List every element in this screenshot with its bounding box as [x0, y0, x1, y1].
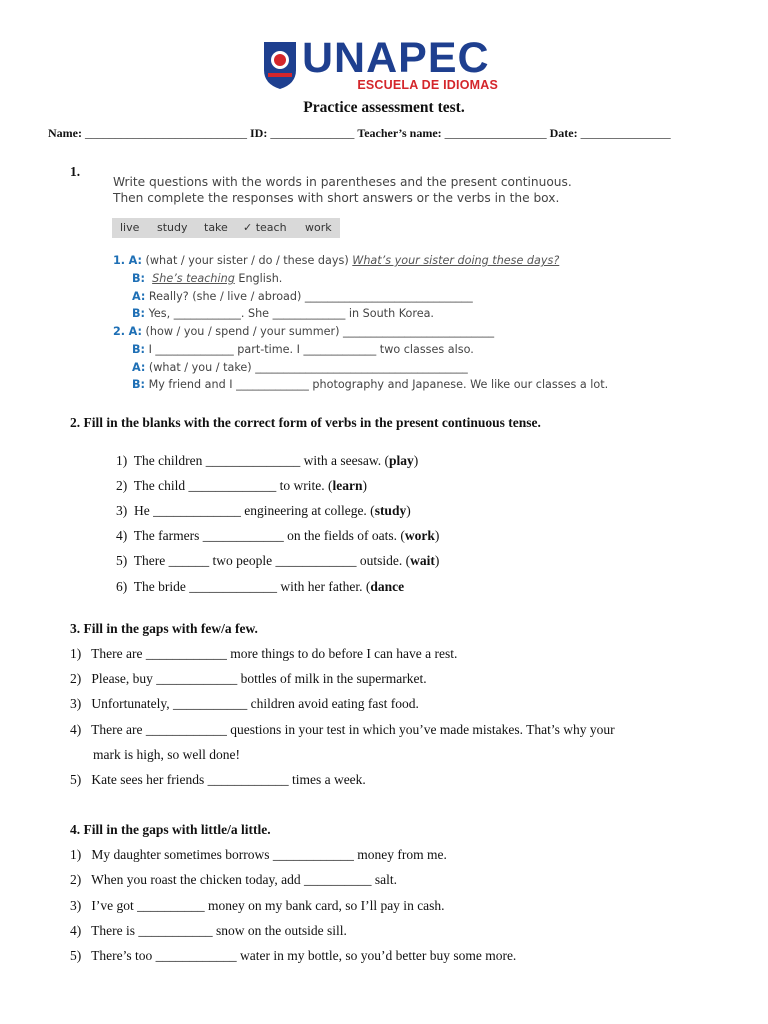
line-text: (how / you / spend / your summer) ___________________________	[145, 325, 495, 338]
item-text: )	[362, 478, 367, 493]
instruction-line: Then complete the responses with short answers or the verbs in the box.	[113, 191, 560, 205]
item-number: 3)	[70, 898, 82, 913]
section2-heading	[70, 415, 541, 431]
date-label: Date:	[549, 126, 578, 140]
item-text: Kate sees her friends ____________ times a week.	[91, 772, 366, 787]
item-number: 2)	[70, 671, 82, 686]
teacher-label: Teacher’s name:	[357, 126, 442, 140]
list-item	[70, 898, 445, 914]
speaker-label: A:	[132, 290, 146, 303]
item-number: 1)	[116, 453, 128, 468]
date-blank: _______________	[580, 126, 671, 140]
section3-heading	[70, 621, 258, 637]
exercise-line	[132, 272, 282, 285]
exercise-line	[132, 361, 468, 374]
item-text: There are ____________ questions in your test in which you’ve made mistakes. That’s why your	[91, 722, 615, 737]
heading-text: 4. Fill in the gaps with little/a little.	[70, 822, 271, 837]
exercise-line	[113, 325, 494, 338]
item-text: He _____________ engineering at college. (	[134, 503, 375, 518]
student-info-line	[48, 126, 671, 141]
verb-hint: play	[388, 453, 414, 468]
list-item	[70, 923, 347, 939]
page-title: Practice assessment test.	[303, 99, 465, 116]
item-text: I’ve got __________ money on my bank card, so I’ll pay in cash.	[91, 898, 445, 913]
verb-hint: work	[404, 528, 435, 543]
section1-instructions	[113, 174, 572, 206]
list-item	[70, 646, 457, 662]
item-text: Unfortunately, ___________ children avoid eating fast food.	[91, 696, 419, 711]
line-text: I ______________ part-time. I _____________ two classes also.	[148, 343, 474, 356]
exercise-line	[113, 254, 559, 267]
teacher-blank: _________________	[444, 126, 547, 140]
item-text: The children ______________ with a seesaw. (	[133, 453, 389, 468]
speaker-label: A:	[132, 361, 146, 374]
list-item	[70, 671, 427, 687]
heading-text: 3. Fill in the gaps with few/a few.	[70, 621, 258, 636]
item-number: 3)	[116, 503, 128, 518]
section4-heading	[70, 822, 271, 838]
item-text: When you roast the chicken today, add __________ salt.	[91, 872, 397, 887]
item-text: Please, buy ____________ bottles of milk in the supermarket.	[91, 671, 427, 686]
item-number: 4)	[70, 923, 82, 938]
list-item	[70, 722, 615, 738]
id-label: ID:	[249, 126, 268, 140]
item-number: 6)	[116, 579, 128, 594]
unapec-logo	[262, 34, 498, 96]
item-text: mark is high, so well done!	[93, 747, 240, 762]
word-box-item: live	[120, 221, 140, 234]
name-blank: ___________________________	[84, 126, 247, 140]
word-box	[112, 218, 340, 238]
item-number: 2.	[113, 325, 126, 338]
shield-icon	[262, 40, 298, 90]
exercise-line	[132, 378, 608, 391]
item-text: My daughter sometimes borrows ____________ money from me.	[91, 847, 447, 862]
line-text: (what / your sister / do / these days)	[145, 254, 349, 267]
item-text: )	[413, 453, 419, 468]
list-item	[70, 696, 419, 712]
item-number: 5)	[116, 553, 128, 568]
speaker-label: B:	[132, 343, 146, 356]
exercise-line	[132, 307, 434, 320]
item-number: 3)	[70, 696, 82, 711]
word-box-item: study	[157, 221, 188, 234]
verb-hint: dance	[370, 579, 405, 594]
speaker-label: A:	[128, 325, 142, 338]
item-number: 1)	[70, 847, 82, 862]
section1-number: 1.	[70, 164, 81, 179]
item-text: The child _____________ to write. (	[133, 478, 333, 493]
list-item	[116, 553, 439, 569]
item-number: 5)	[70, 772, 82, 787]
item-text: The farmers ____________ on the fields of oats. (	[133, 528, 405, 543]
verb-hint: learn	[332, 478, 363, 493]
speaker-label: B:	[132, 307, 146, 320]
verb-hint: wait	[410, 553, 435, 568]
item-text: There ______ two people ____________ outside. (	[133, 553, 411, 568]
item-text: )	[434, 528, 440, 543]
verb-hint: study	[374, 503, 407, 518]
list-item	[70, 948, 516, 964]
handwritten-answer: What’s your sister doing these days?	[352, 254, 560, 267]
item-number: 4)	[70, 722, 82, 737]
list-item	[70, 872, 397, 888]
item-number: 2)	[70, 872, 82, 887]
line-text: (what / you / take) ______________________________________	[148, 361, 468, 374]
exercise-line	[132, 290, 473, 303]
list-item	[70, 772, 366, 788]
heading-text: 2. Fill in the blanks with the correct form of verbs in the present continuous tense.	[70, 415, 541, 430]
logo-school: ESCUELA DE IDIOMAS	[357, 78, 498, 92]
word-box-item: work	[305, 221, 332, 234]
item-text: There are ____________ more things to do before I can have a rest.	[91, 646, 458, 661]
item-text: )	[434, 553, 440, 568]
item-text: There’s too ____________ water in my bottle, so you’d better buy some more.	[91, 948, 517, 963]
item-number: 4)	[116, 528, 128, 543]
list-item	[116, 579, 404, 595]
list-item	[116, 478, 367, 494]
list-item-continuation	[93, 747, 240, 763]
line-text: Yes, ____________. She _____________ in South Korea.	[148, 307, 434, 320]
logo-brand: UNAPEC	[302, 34, 490, 82]
list-item	[70, 847, 447, 863]
handwritten-answer: She’s teaching	[152, 272, 235, 285]
item-number: 1.	[113, 254, 126, 267]
item-text: There is ___________ snow on the outside sill.	[91, 923, 347, 938]
speaker-label: A:	[128, 254, 142, 267]
instruction-line: Write questions with the words in parentheses and the present continuous.	[113, 175, 572, 189]
item-text: )	[406, 503, 411, 518]
list-item	[116, 528, 439, 544]
exercise-line	[132, 343, 474, 356]
list-item	[116, 453, 418, 469]
word-box-item: ✓ teach	[243, 221, 287, 234]
id-blank: ______________	[270, 126, 355, 140]
line-text: English.	[234, 272, 283, 285]
item-number: 5)	[70, 948, 82, 963]
list-item	[116, 503, 411, 519]
speaker-label: B:	[132, 378, 146, 391]
line-text: My friend and I _____________ photography and Japanese. We like our classes a lot.	[148, 378, 609, 391]
item-number: 1)	[70, 646, 82, 661]
speaker-label: B:	[132, 272, 146, 285]
item-text: The bride _____________ with her father. (	[133, 579, 371, 594]
line-text: Really? (she / live / abroad) ______________________________	[148, 290, 473, 303]
word-box-item: take	[204, 221, 228, 234]
item-number: 2)	[116, 478, 128, 493]
name-label: Name:	[48, 126, 82, 140]
